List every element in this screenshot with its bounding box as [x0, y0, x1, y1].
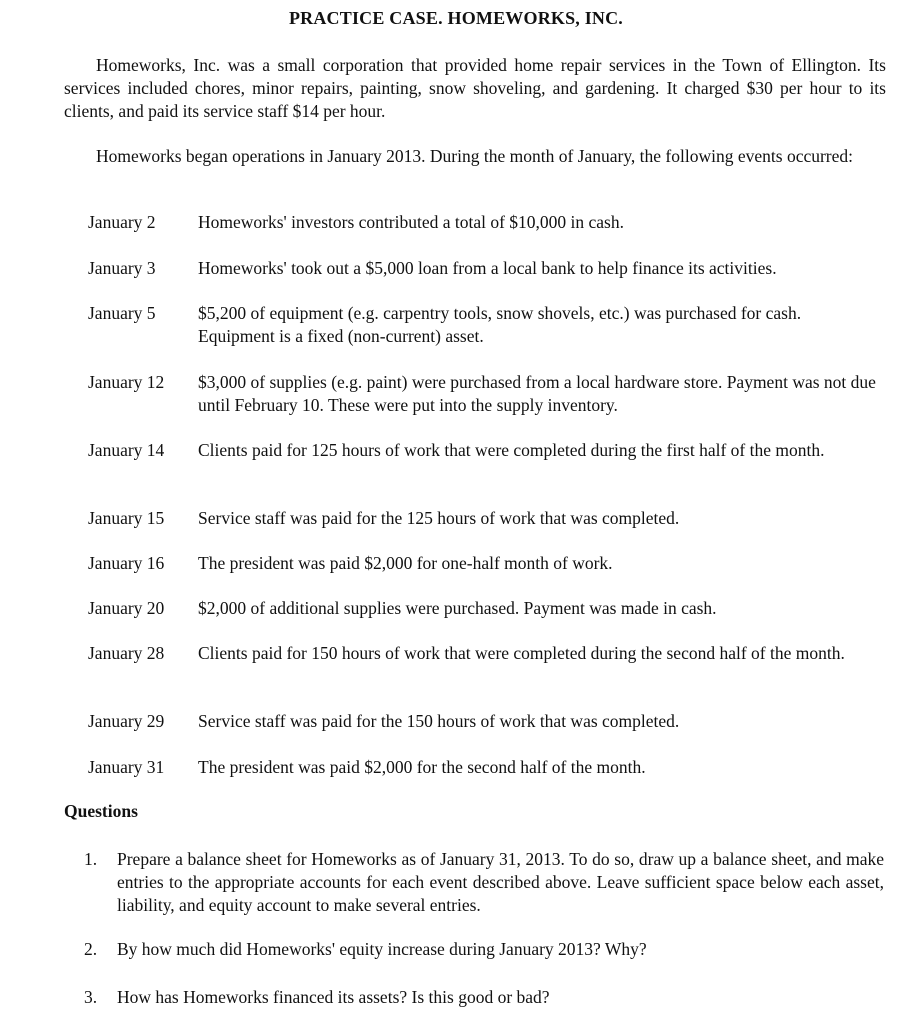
event-date: January 12 — [88, 372, 165, 392]
event-description: Service staff was paid for the 125 hours of work that was completed. — [198, 508, 680, 528]
event-description: The president was paid $2,000 for one-half month of work. — [198, 553, 613, 573]
question-text: By how much did Homeworks' equity increase during January 2013? Why? — [117, 939, 647, 959]
event-description: Clients paid for 125 hours of work that were completed during the first half of the month. — [198, 440, 825, 460]
intro-paragraph: Homeworks, Inc. was a small corporation that provided home repair services in the Town of Ellington. Its services included chores, minor repairs, painting, snow shoveling, and gardening. It charged $30 per hour to its clients, and paid its service staff $14 per hour. — [64, 55, 886, 121]
event-date: January 3 — [88, 258, 156, 278]
event-description: The president was paid $2,000 for the second half of the month. — [198, 757, 646, 777]
event-date: January 29 — [88, 711, 165, 731]
question-number: 1. — [84, 849, 98, 869]
event-description: $3,000 of supplies (e.g. paint) were purchased from a local hardware store. Payment was not due until February 10. These were put into the supply inventory. — [198, 372, 876, 415]
event-date: January 20 — [88, 598, 165, 618]
event-date: January 2 — [88, 212, 156, 232]
event-date: January 14 — [88, 440, 165, 460]
questions-heading: Questions — [64, 801, 138, 821]
event-description: $2,000 of additional supplies were purchased. Payment was made in cash. — [198, 598, 717, 618]
event-description: Homeworks' took out a $5,000 loan from a local bank to help finance its activities. — [198, 258, 777, 278]
question-number: 3. — [84, 987, 98, 1007]
event-date: January 16 — [88, 553, 165, 573]
page-title: PRACTICE CASE. HOMEWORKS, INC. — [288, 8, 624, 28]
event-description: Clients paid for 150 hours of work that were completed during the second half of the month. — [198, 643, 845, 663]
events-intro-paragraph: Homeworks began operations in January 2013. During the month of January, the following events occurred: — [96, 146, 854, 166]
question-text: How has Homeworks financed its assets? Is this good or bad? — [117, 987, 550, 1007]
event-date: January 5 — [88, 303, 156, 323]
event-date: January 28 — [88, 643, 165, 663]
event-date: January 31 — [88, 757, 165, 777]
question-text: Prepare a balance sheet for Homeworks as of January 31, 2013. To do so, draw up a balance sheet, and make entries to the appropriate accounts for each event described above. Leave sufficient space below each asset, liability, and equity account to make several entries. — [117, 849, 884, 915]
event-date: January 15 — [88, 508, 165, 528]
event-description: Service staff was paid for the 150 hours of work that was completed. — [198, 711, 680, 731]
question-number: 2. — [84, 939, 98, 959]
event-description: Homeworks' investors contributed a total of $10,000 in cash. — [198, 212, 624, 232]
event-description: $5,200 of equipment (e.g. carpentry tools, snow shovels, etc.) was purchased for cash. Equipment is a fixed (non-current) asset. — [198, 303, 802, 346]
